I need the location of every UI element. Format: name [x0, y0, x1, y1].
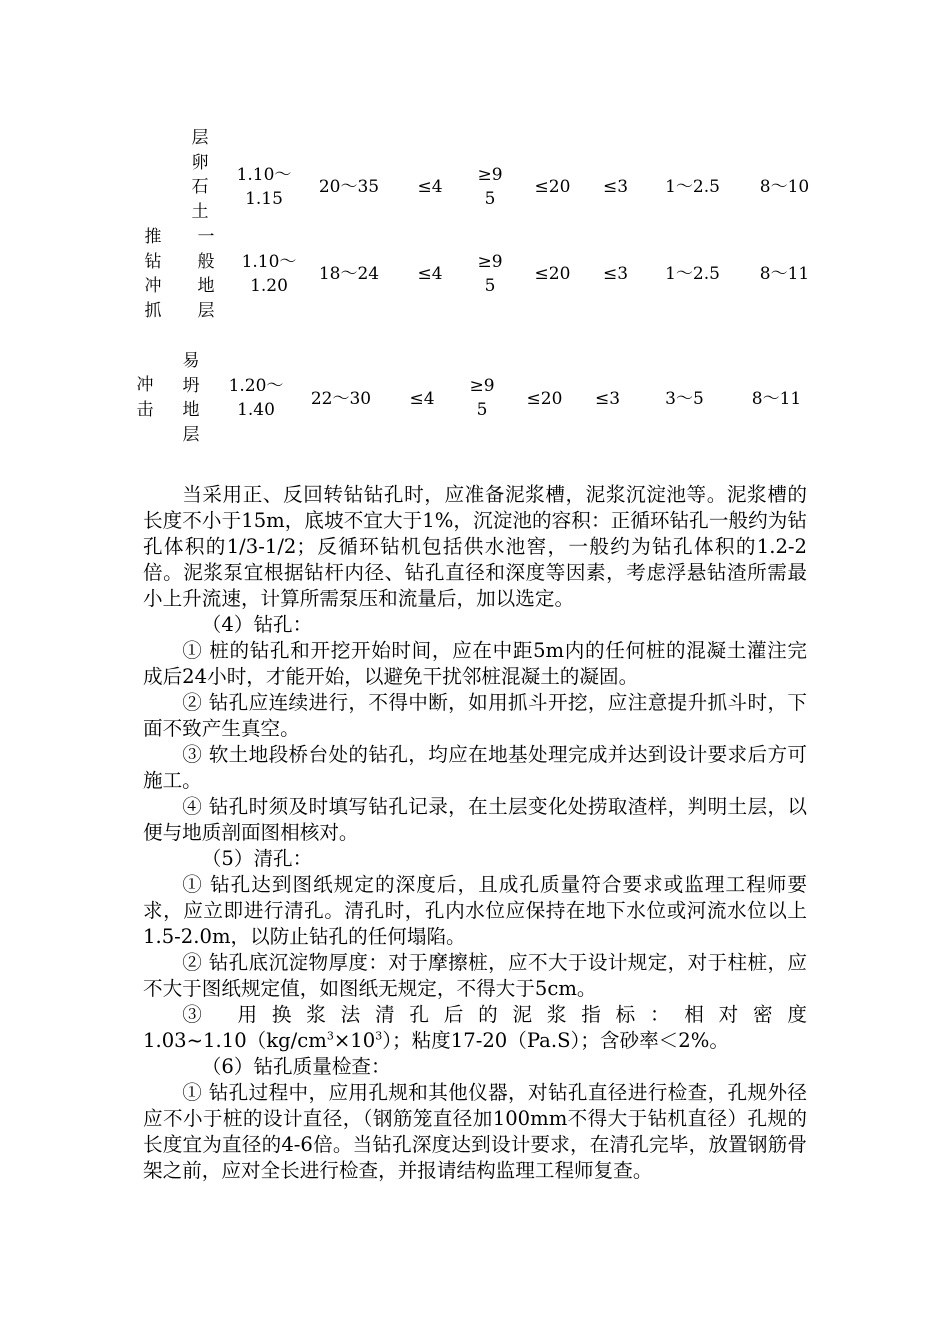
- row3-method: 冲 击: [136, 375, 154, 420]
- row1-water-loss: ≤20: [534, 177, 571, 197]
- paragraph-drilling-2: ② 钻孔应连续进行，不得中断，如用抓斗开挖，应注意提升抓斗时，下面不致产生真空。: [143, 691, 807, 740]
- mud-index-rest: ）；粘度17-20（Pa.S）；含砂率＜2%。: [382, 1029, 729, 1052]
- paragraph-cleaning-3a: ③ 用换浆法清孔后的泥浆指标：相对密度: [182, 1003, 807, 1026]
- row3-viscosity: 22～30: [310, 389, 372, 409]
- heading-drilling: （4）钻孔：: [201, 613, 313, 636]
- heading-hole-cleaning: （5）清孔：: [201, 847, 313, 870]
- paragraph-cleaning-3b: [143, 1028, 807, 1054]
- paragraph-drilling-4: ④ 钻孔时须及时填写钻孔记录，在土层变化处捞取渣样，判明土层，以便与地质剖面图相核对。: [143, 795, 807, 844]
- row3-stratum: 易 坍 地 层: [182, 351, 200, 445]
- row2-ph: 8～11: [759, 264, 810, 284]
- row3-shear: 3～5: [665, 389, 704, 409]
- row1-ph: 8～10: [759, 177, 810, 197]
- row3-mud-skin: ≤3: [594, 389, 621, 409]
- row2-colloid: ≥9 5: [477, 252, 503, 296]
- row3-water-loss: ≤20: [526, 389, 563, 409]
- row1-sand: ≤4: [417, 177, 443, 197]
- row2-sand: ≤4: [417, 264, 443, 284]
- paragraph-mud-tank: 当采用正、反回转钻钻孔时，应准备泥浆槽，泥浆沉淀池等。泥浆槽的长度不小于15m，底坡不宜大于1%，沉淀池的容积：正循环钻孔一般约为钻孔体积的1/3-1/2；反循环钻机包括供水池窖，一般约为钻孔体积的1.2-2倍。泥浆泵宜根据钻杆内径、钻孔直径和深度等因素，考虑浮悬钻渣所需最小上升流速，计算所需泵压和流量后，加以选定。: [143, 483, 807, 610]
- mud-index-times: ×10: [333, 1029, 376, 1052]
- superscript-3: 3: [326, 1029, 334, 1043]
- row1-density: 1.10～ 1.15: [236, 165, 292, 209]
- row2-viscosity: 18～24: [318, 264, 380, 284]
- row1-viscosity: 20～35: [318, 177, 380, 197]
- heading-quality-check: （6）钻孔质量检查：: [201, 1055, 391, 1078]
- row2-shear: 1～2.5: [665, 264, 720, 284]
- superscript-3b: 3: [375, 1029, 383, 1043]
- paragraph-quality-1: ① 钻孔过程中，应用孔规和其他仪器，对钻孔直径进行检查，孔规外径应不小于桩的设计直径，（钢筋笼直径加100mm不得大于钻机直径）孔规的长度宜为直径的4-6倍。当钻孔深度达到设计要求，在清孔完毕，放置钢筋骨架之前，应对全长进行检查，并报请结构监理工程师复查。: [143, 1081, 807, 1182]
- row1-stratum: 层 卵 石 土: [191, 128, 209, 222]
- mud-index-density: 1.03~1.10（kg/cm: [143, 1029, 327, 1052]
- row2-method: 推 钻 冲 抓: [144, 227, 162, 321]
- row1-colloid: ≥9 5: [477, 165, 503, 209]
- row3-ph: 8～11: [751, 389, 802, 409]
- row3-sand: ≤4: [409, 389, 435, 409]
- row3-colloid: ≥9 5: [469, 376, 495, 420]
- row3-density: 1.20～ 1.40: [228, 376, 284, 420]
- row1-shear: 1～2.5: [665, 177, 720, 197]
- body-text: [143, 482, 807, 1184]
- row2-stratum: 一 般 地 层: [197, 227, 215, 321]
- row1-mud-skin: ≤3: [602, 177, 629, 197]
- row2-density: 1.10～ 1.20: [241, 252, 297, 296]
- row2-water-loss: ≤20: [534, 264, 571, 284]
- row2-mud-skin: ≤3: [602, 264, 629, 284]
- paragraph-drilling-1: ① 桩的钻孔和开挖开始时间，应在中距5m内的任何桩的混凝土灌注完成后24小时，才能开始，以避免干扰邻桩混凝土的凝固。: [143, 639, 807, 688]
- paragraph-drilling-3: ③ 软土地段桥台处的钻孔，均应在地基处理完成并达到设计要求后方可施工。: [143, 743, 807, 792]
- paragraph-cleaning-2: ② 钻孔底沉淀物厚度：对于摩擦桩，应不大于设计规定，对于柱桩，应不大于图纸规定值，如图纸无规定，不得大于5cm。: [143, 951, 807, 1000]
- paragraph-cleaning-1: ① 钻孔达到图纸规定的深度后，且成孔质量符合要求或监理工程师要求，应立即进行清孔。清孔时，孔内水位应保持在地下水位或河流水位以上1.5-2.0m，以防止钻孔的任何塌陷。: [143, 873, 807, 948]
